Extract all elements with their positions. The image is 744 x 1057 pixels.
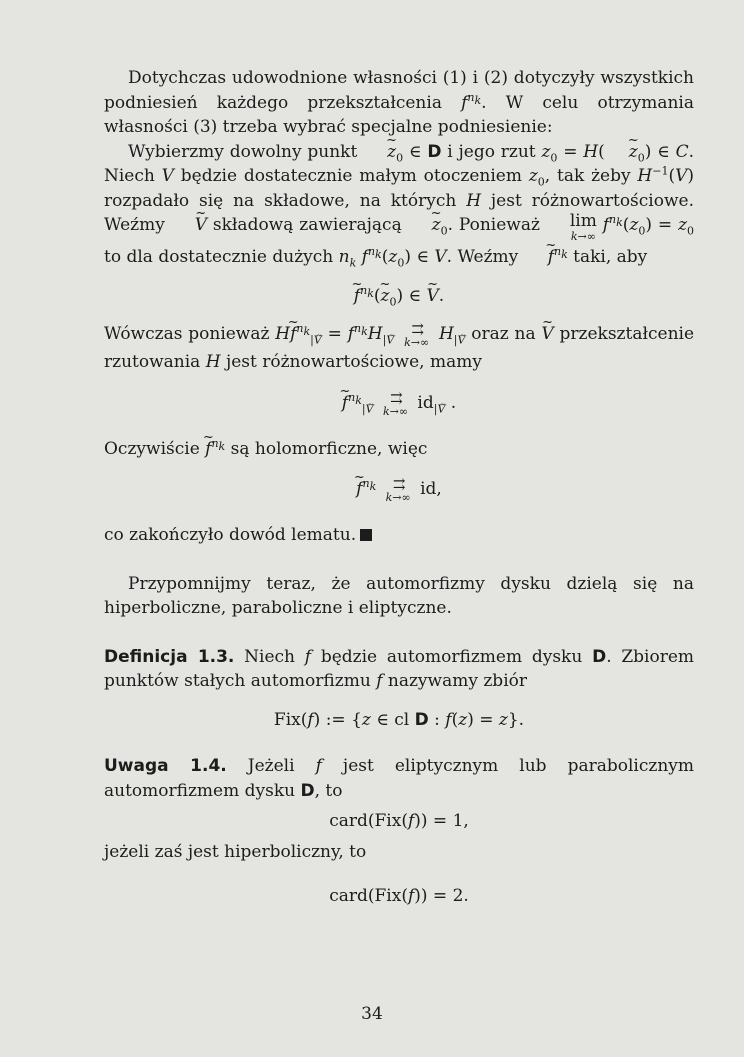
remark-1-4: Uwaga 1.4. Jeżeli f jest eliptycznym lub parabolicznym automorfizmem dysku D, to xyxy=(104,756,694,801)
page-number: 34 xyxy=(361,1004,383,1024)
equation-identity-convergence: ~ $f^{n_k}$ ⇉ k→∞ id, xyxy=(104,477,694,505)
paragraph-4: Oczywiście ~ $f^{n_k}$ są holomorficzne, więc xyxy=(104,437,694,462)
equation-fix-definition: Fix(f) := {z ∈ cl D : f(z) = z}. xyxy=(273,709,525,730)
uniform-convergence-arrow: ⇉ k→∞ xyxy=(404,320,430,349)
paragraph-3: Wówczas ponieważ H~ $f^{n_k}_{|V} = f^{n_k}H_{|V}$ ⇉ k→∞ $H_{|V}$ oraz na ~ V przekształcenie rzutowania H jest różnowartościowe, mamy xyxy=(104,322,694,375)
equation-card-one: card(Fix(f)) = 1, xyxy=(329,811,469,831)
definition-1-3: Definicja 1.3. Niech f będzie automorfizmem dysku D. Zbiorem punktów stałych automorfizmu f nazywamy zbiór xyxy=(104,646,695,691)
paragraph-6: Przypomnijmy teraz, że automorfizmy dysku dzielą się na hiperboliczne, paraboliczne i eliptyczne. xyxy=(104,573,694,618)
paragraph-1: Dotychczas udowodnione własności (1) i (2) dotyczyły wszystkich podniesień każdego przekształcenia $f^{n_k}$. W celu otrzymania własności (3) trzeba wybrać specjalne podniesienie: xyxy=(104,68,694,137)
remark-hyperbolic: jeżeli zaś jest hiperboliczny, to xyxy=(104,841,367,862)
paragraph-2: Wybierzmy dowolny punkt ~ $z_0$ ∈ D i jego rzut $z_0$ = H(~ $z_0$) ∈ C. Niech V będzie dostatecznie małym otoczeniem $z_0$, tak żeby $H^{-1}(V)$ rozpadało się na składowe, na których H jest różnowartościowe. Weźmy ~ V składową zawierającą ~ $z_0$. Ponieważ lim k→∞ $f^{n_k}(z_0) = z_0$ to dla dostatecznie dużych $n_k$ $f^{n_k}(z_0)$ ∈ V. Weźmy ~ $f^{n_k}$ taki, aby xyxy=(104,140,694,270)
paragraph-5: co zakończyło dowód lematu. xyxy=(104,523,694,548)
qed-square-icon xyxy=(360,529,372,541)
equation-lift-condition: ~ $f^{n_k}(\sim$ $z_0$) ∈ ~ V. xyxy=(104,284,694,309)
remark-label: Uwaga 1.4. xyxy=(104,756,227,776)
limit-operator: lim k→∞ xyxy=(569,211,597,243)
definition-label: Definicja 1.3. xyxy=(104,646,235,667)
equation-restricted-convergence: ~ $f^{n_k}_{|V}$ ⇉ k→∞ $id_{|V}$ . xyxy=(104,391,694,419)
equation-card-two: card(Fix(f)) = 2. xyxy=(329,886,469,906)
